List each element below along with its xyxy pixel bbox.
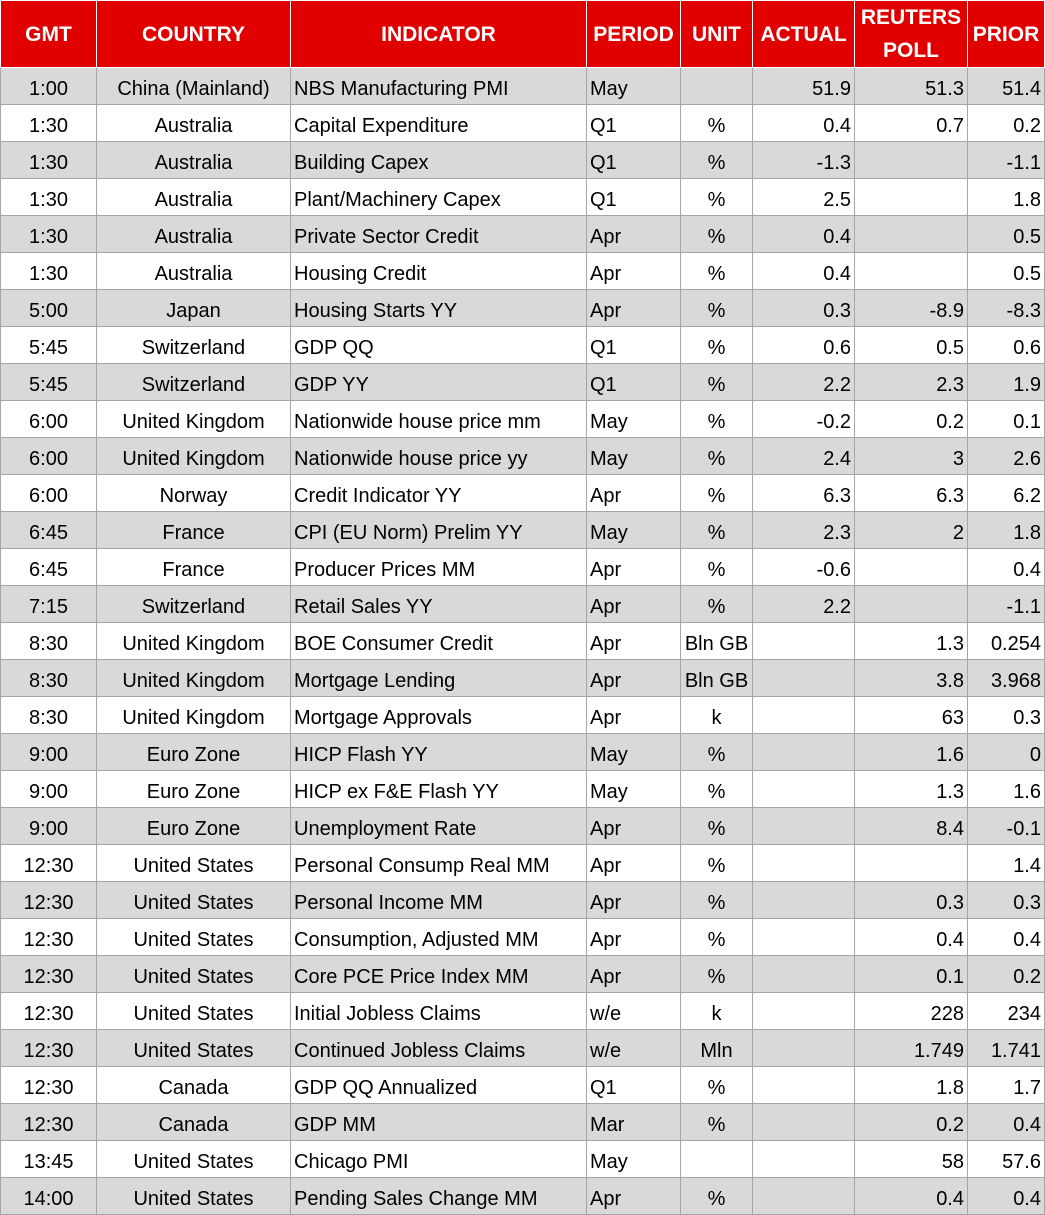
cell-actual [753, 1104, 855, 1141]
cell-country: Euro Zone [97, 734, 291, 771]
cell-country: Australia [97, 105, 291, 142]
cell-country: United Kingdom [97, 438, 291, 475]
cell-indicator: Core PCE Price Index MM [291, 956, 587, 993]
cell-country: United Kingdom [97, 623, 291, 660]
cell-country: Australia [97, 142, 291, 179]
cell-period: Apr [587, 956, 681, 993]
cell-unit: % [681, 475, 753, 512]
cell-reuters-poll: 0.4 [855, 1178, 968, 1215]
table-row [1, 438, 1045, 475]
cell-unit: Bln GB [681, 660, 753, 697]
cell-prior: 0.6 [968, 327, 1045, 364]
cell-actual: 6.3 [753, 475, 855, 512]
cell-indicator: Producer Prices MM [291, 549, 587, 586]
cell-indicator: Personal Income MM [291, 882, 587, 919]
table-row [1, 586, 1045, 623]
cell-country: Japan [97, 290, 291, 327]
header-reuters-poll [855, 1, 968, 68]
cell-country: United States [97, 845, 291, 882]
cell-country: United States [97, 956, 291, 993]
cell-unit [681, 68, 753, 105]
cell-prior: 0.254 [968, 623, 1045, 660]
cell-actual [753, 734, 855, 771]
cell-period: Apr [587, 1178, 681, 1215]
table-row [1, 253, 1045, 290]
cell-country: United States [97, 1178, 291, 1215]
cell-reuters-poll: 1.749 [855, 1030, 968, 1067]
cell-indicator: CPI (EU Norm) Prelim YY [291, 512, 587, 549]
cell-unit: % [681, 401, 753, 438]
table-header [1, 1, 1045, 68]
cell-reuters-poll: 0.4 [855, 919, 968, 956]
cell-prior: 0.2 [968, 105, 1045, 142]
cell-period: Apr [587, 549, 681, 586]
cell-actual [753, 623, 855, 660]
header-actual: ACTUAL [753, 1, 855, 68]
table-row [1, 623, 1045, 660]
table-row [1, 179, 1045, 216]
cell-period: Apr [587, 845, 681, 882]
cell-country: United Kingdom [97, 401, 291, 438]
cell-indicator: HICP ex F&E Flash YY [291, 771, 587, 808]
cell-country: Australia [97, 253, 291, 290]
cell-period: Q1 [587, 179, 681, 216]
cell-gmt: 12:30 [1, 993, 97, 1030]
cell-gmt: 12:30 [1, 845, 97, 882]
cell-prior: -0.1 [968, 808, 1045, 845]
cell-gmt: 9:00 [1, 734, 97, 771]
cell-gmt: 12:30 [1, 1030, 97, 1067]
cell-country: Canada [97, 1104, 291, 1141]
cell-actual [753, 660, 855, 697]
cell-unit: % [681, 1104, 753, 1141]
cell-reuters-poll: 3.8 [855, 660, 968, 697]
cell-indicator: GDP QQ Annualized [291, 1067, 587, 1104]
header-gmt: GMT [1, 1, 97, 68]
cell-gmt: 6:00 [1, 401, 97, 438]
cell-gmt: 9:00 [1, 808, 97, 845]
table-row [1, 697, 1045, 734]
cell-country: Switzerland [97, 586, 291, 623]
cell-period: Q1 [587, 105, 681, 142]
cell-unit: % [681, 216, 753, 253]
cell-period: May [587, 401, 681, 438]
table-row [1, 549, 1045, 586]
cell-actual: -0.2 [753, 401, 855, 438]
cell-gmt: 12:30 [1, 882, 97, 919]
cell-unit: % [681, 253, 753, 290]
cell-actual: 2.4 [753, 438, 855, 475]
cell-period: May [587, 512, 681, 549]
cell-country: Norway [97, 475, 291, 512]
cell-prior: 1.8 [968, 179, 1045, 216]
cell-prior: 0.1 [968, 401, 1045, 438]
cell-indicator: Capital Expenditure [291, 105, 587, 142]
cell-actual: 0.3 [753, 290, 855, 327]
cell-period: Apr [587, 808, 681, 845]
table-row [1, 290, 1045, 327]
cell-indicator: Housing Credit [291, 253, 587, 290]
header-indicator: INDICATOR [291, 1, 587, 68]
cell-period: Q1 [587, 1067, 681, 1104]
cell-indicator: Credit Indicator YY [291, 475, 587, 512]
cell-gmt: 14:00 [1, 1178, 97, 1215]
cell-indicator: Initial Jobless Claims [291, 993, 587, 1030]
cell-actual: 0.6 [753, 327, 855, 364]
cell-actual [753, 1067, 855, 1104]
cell-indicator: Chicago PMI [291, 1141, 587, 1178]
cell-unit: % [681, 882, 753, 919]
cell-period: Apr [587, 919, 681, 956]
cell-reuters-poll [855, 253, 968, 290]
cell-reuters-poll: 58 [855, 1141, 968, 1178]
table-body [1, 68, 1045, 1215]
cell-country: United States [97, 1030, 291, 1067]
header-poll-line1: REUTERS [860, 6, 962, 29]
cell-gmt: 6:45 [1, 512, 97, 549]
cell-period: Apr [587, 697, 681, 734]
table-row [1, 327, 1045, 364]
cell-prior: 1.741 [968, 1030, 1045, 1067]
cell-unit: % [681, 549, 753, 586]
cell-reuters-poll: 3 [855, 438, 968, 475]
cell-prior: 1.4 [968, 845, 1045, 882]
cell-prior: 1.9 [968, 364, 1045, 401]
cell-actual: 2.5 [753, 179, 855, 216]
table-row [1, 1141, 1045, 1178]
cell-actual [753, 808, 855, 845]
table-row [1, 364, 1045, 401]
cell-gmt: 6:45 [1, 549, 97, 586]
cell-unit: k [681, 697, 753, 734]
cell-prior: -8.3 [968, 290, 1045, 327]
cell-indicator: Nationwide house price yy [291, 438, 587, 475]
table-row [1, 512, 1045, 549]
cell-unit: % [681, 845, 753, 882]
cell-period: May [587, 734, 681, 771]
table-row [1, 882, 1045, 919]
table-row [1, 845, 1045, 882]
cell-indicator: Consumption, Adjusted MM [291, 919, 587, 956]
header-poll-line2: POLL [883, 39, 939, 62]
cell-gmt: 6:00 [1, 475, 97, 512]
cell-indicator: Personal Consump Real MM [291, 845, 587, 882]
cell-prior: 0.4 [968, 549, 1045, 586]
table-row [1, 475, 1045, 512]
table-row [1, 142, 1045, 179]
cell-actual [753, 1141, 855, 1178]
cell-indicator: GDP MM [291, 1104, 587, 1141]
header-country: COUNTRY [97, 1, 291, 68]
cell-prior: 0.2 [968, 956, 1045, 993]
cell-reuters-poll: 51.3 [855, 68, 968, 105]
cell-reuters-poll: 0.7 [855, 105, 968, 142]
cell-prior: -1.1 [968, 142, 1045, 179]
cell-prior: 0.5 [968, 253, 1045, 290]
cell-gmt: 12:30 [1, 1067, 97, 1104]
cell-gmt: 5:45 [1, 364, 97, 401]
cell-prior: 2.6 [968, 438, 1045, 475]
cell-prior: 3.968 [968, 660, 1045, 697]
cell-unit: % [681, 105, 753, 142]
cell-country: United States [97, 993, 291, 1030]
cell-unit: % [681, 179, 753, 216]
cell-prior: 51.4 [968, 68, 1045, 105]
cell-unit: % [681, 734, 753, 771]
cell-actual [753, 771, 855, 808]
cell-indicator: Private Sector Credit [291, 216, 587, 253]
cell-unit [681, 1141, 753, 1178]
cell-actual: -0.6 [753, 549, 855, 586]
cell-actual: 2.3 [753, 512, 855, 549]
cell-indicator: Retail Sales YY [291, 586, 587, 623]
cell-reuters-poll: 0.1 [855, 956, 968, 993]
cell-reuters-poll: 0.2 [855, 401, 968, 438]
cell-gmt: 7:15 [1, 586, 97, 623]
table-row [1, 771, 1045, 808]
cell-reuters-poll [855, 845, 968, 882]
table-row [1, 734, 1045, 771]
cell-unit: % [681, 919, 753, 956]
cell-actual: -1.3 [753, 142, 855, 179]
cell-prior: 0.5 [968, 216, 1045, 253]
cell-reuters-poll: 0.2 [855, 1104, 968, 1141]
table-row [1, 105, 1045, 142]
cell-actual: 2.2 [753, 364, 855, 401]
cell-period: Q1 [587, 142, 681, 179]
cell-reuters-poll: 1.8 [855, 1067, 968, 1104]
cell-reuters-poll [855, 549, 968, 586]
cell-prior: 234 [968, 993, 1045, 1030]
cell-prior: 1.6 [968, 771, 1045, 808]
cell-prior: 0 [968, 734, 1045, 771]
cell-indicator: Building Capex [291, 142, 587, 179]
cell-reuters-poll [855, 216, 968, 253]
table-row [1, 660, 1045, 697]
cell-gmt: 12:30 [1, 956, 97, 993]
cell-indicator: Pending Sales Change MM [291, 1178, 587, 1215]
cell-indicator: Continued Jobless Claims [291, 1030, 587, 1067]
cell-period: May [587, 68, 681, 105]
cell-prior: -1.1 [968, 586, 1045, 623]
cell-country: France [97, 512, 291, 549]
header-prior: PRIOR [968, 1, 1045, 68]
cell-gmt: 5:45 [1, 327, 97, 364]
table-row [1, 401, 1045, 438]
cell-unit: % [681, 956, 753, 993]
cell-unit: Bln GB [681, 623, 753, 660]
cell-reuters-poll [855, 179, 968, 216]
cell-prior: 0.4 [968, 1104, 1045, 1141]
cell-actual: 0.4 [753, 105, 855, 142]
cell-actual: 2.2 [753, 586, 855, 623]
cell-prior: 6.2 [968, 475, 1045, 512]
cell-unit: % [681, 364, 753, 401]
cell-reuters-poll: 1.3 [855, 771, 968, 808]
cell-period: Apr [587, 586, 681, 623]
cell-actual: 51.9 [753, 68, 855, 105]
cell-gmt: 1:30 [1, 216, 97, 253]
table-row [1, 1067, 1045, 1104]
table-row [1, 956, 1045, 993]
cell-period: Apr [587, 216, 681, 253]
cell-country: Switzerland [97, 327, 291, 364]
table-row [1, 808, 1045, 845]
cell-prior: 57.6 [968, 1141, 1045, 1178]
cell-indicator: GDP QQ [291, 327, 587, 364]
cell-indicator: Housing Starts YY [291, 290, 587, 327]
cell-reuters-poll: 2 [855, 512, 968, 549]
cell-indicator: Unemployment Rate [291, 808, 587, 845]
cell-actual [753, 919, 855, 956]
cell-unit: % [681, 512, 753, 549]
cell-unit: % [681, 438, 753, 475]
cell-actual: 0.4 [753, 216, 855, 253]
cell-country: United States [97, 1141, 291, 1178]
cell-country: United States [97, 882, 291, 919]
cell-gmt: 1:00 [1, 68, 97, 105]
cell-unit: Mln [681, 1030, 753, 1067]
cell-gmt: 6:00 [1, 438, 97, 475]
cell-actual [753, 697, 855, 734]
cell-period: Apr [587, 882, 681, 919]
cell-period: May [587, 1141, 681, 1178]
cell-indicator: NBS Manufacturing PMI [291, 68, 587, 105]
cell-country: Euro Zone [97, 808, 291, 845]
cell-gmt: 5:00 [1, 290, 97, 327]
table-row [1, 919, 1045, 956]
cell-period: Mar [587, 1104, 681, 1141]
cell-reuters-poll [855, 142, 968, 179]
cell-gmt: 1:30 [1, 105, 97, 142]
cell-reuters-poll: 1.6 [855, 734, 968, 771]
cell-reuters-poll: 6.3 [855, 475, 968, 512]
cell-actual [753, 882, 855, 919]
cell-reuters-poll: 0.3 [855, 882, 968, 919]
cell-country: United States [97, 919, 291, 956]
cell-gmt: 1:30 [1, 179, 97, 216]
cell-actual [753, 1030, 855, 1067]
header-period: PERIOD [587, 1, 681, 68]
cell-gmt: 1:30 [1, 142, 97, 179]
cell-country: Canada [97, 1067, 291, 1104]
cell-period: May [587, 771, 681, 808]
cell-gmt: 8:30 [1, 697, 97, 734]
cell-unit: % [681, 290, 753, 327]
cell-period: Q1 [587, 327, 681, 364]
cell-reuters-poll [855, 586, 968, 623]
cell-unit: % [681, 1178, 753, 1215]
header-row [1, 1, 1045, 68]
cell-unit: % [681, 1067, 753, 1104]
cell-gmt: 1:30 [1, 253, 97, 290]
cell-prior: 0.3 [968, 697, 1045, 734]
cell-country: Switzerland [97, 364, 291, 401]
cell-reuters-poll: -8.9 [855, 290, 968, 327]
cell-unit: % [681, 808, 753, 845]
cell-gmt: 8:30 [1, 660, 97, 697]
table-row [1, 216, 1045, 253]
cell-indicator: Mortgage Lending [291, 660, 587, 697]
cell-period: w/e [587, 1030, 681, 1067]
cell-reuters-poll: 228 [855, 993, 968, 1030]
cell-actual: 0.4 [753, 253, 855, 290]
cell-prior: 0.4 [968, 1178, 1045, 1215]
cell-prior: 0.4 [968, 919, 1045, 956]
cell-period: Q1 [587, 364, 681, 401]
table-row [1, 1030, 1045, 1067]
cell-actual [753, 956, 855, 993]
cell-period: May [587, 438, 681, 475]
cell-gmt: 13:45 [1, 1141, 97, 1178]
cell-country: China (Mainland) [97, 68, 291, 105]
cell-actual [753, 993, 855, 1030]
cell-unit: % [681, 771, 753, 808]
cell-indicator: HICP Flash YY [291, 734, 587, 771]
cell-prior: 0.3 [968, 882, 1045, 919]
cell-reuters-poll: 1.3 [855, 623, 968, 660]
table-row [1, 68, 1045, 105]
cell-gmt: 9:00 [1, 771, 97, 808]
cell-period: Apr [587, 290, 681, 327]
table-row [1, 1104, 1045, 1141]
header-unit: UNIT [681, 1, 753, 68]
cell-unit: % [681, 586, 753, 623]
cell-reuters-poll: 0.5 [855, 327, 968, 364]
cell-unit: k [681, 993, 753, 1030]
cell-prior: 1.7 [968, 1067, 1045, 1104]
cell-prior: 1.8 [968, 512, 1045, 549]
cell-gmt: 12:30 [1, 1104, 97, 1141]
cell-indicator: Nationwide house price mm [291, 401, 587, 438]
cell-reuters-poll: 2.3 [855, 364, 968, 401]
cell-indicator: Mortgage Approvals [291, 697, 587, 734]
cell-gmt: 8:30 [1, 623, 97, 660]
cell-country: United Kingdom [97, 660, 291, 697]
cell-indicator: BOE Consumer Credit [291, 623, 587, 660]
cell-period: Apr [587, 253, 681, 290]
cell-indicator: Plant/Machinery Capex [291, 179, 587, 216]
cell-country: Euro Zone [97, 771, 291, 808]
cell-period: Apr [587, 475, 681, 512]
cell-gmt: 12:30 [1, 919, 97, 956]
cell-country: Australia [97, 179, 291, 216]
cell-actual [753, 845, 855, 882]
cell-country: United Kingdom [97, 697, 291, 734]
cell-period: Apr [587, 660, 681, 697]
cell-period: Apr [587, 623, 681, 660]
cell-country: France [97, 549, 291, 586]
cell-unit: % [681, 327, 753, 364]
cell-period: w/e [587, 993, 681, 1030]
table-row [1, 993, 1045, 1030]
cell-reuters-poll: 8.4 [855, 808, 968, 845]
cell-country: Australia [97, 216, 291, 253]
cell-reuters-poll: 63 [855, 697, 968, 734]
cell-unit: % [681, 142, 753, 179]
cell-indicator: GDP YY [291, 364, 587, 401]
